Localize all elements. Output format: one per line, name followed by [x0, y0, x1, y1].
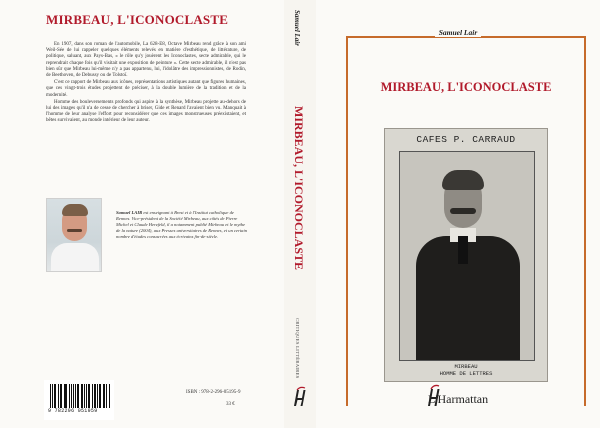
barcode-bar [66, 384, 67, 408]
portrait-coat [416, 236, 520, 361]
photo-caption-bottom-line: HOMME DE LETTRES [439, 370, 493, 377]
publisher-name: L'Harmattan [428, 392, 489, 406]
author-photo-shirt [51, 243, 99, 272]
portrait-tie [458, 236, 468, 264]
author-photo [46, 198, 102, 272]
front-title: MIRBEAU, L'ICONOCLASTE [380, 80, 552, 94]
photo-caption-bottom-line: MIRBEAU [454, 363, 478, 370]
barcode-bar [69, 384, 70, 408]
front-author-name: Samuel Lair [435, 28, 482, 37]
back-cover [0, 0, 284, 428]
blurb-paragraph: Homme des bouleversements profonds qui aspire à la synthèse, Mirbeau projette au-dehors de lui des images qu'il n'a de cesse de chercher à briser, Gide et Renard l'avaient bien vu. Manquait à l'homme de leur analyse l'effort pour reconsidérer que ces images monstrueuses préexistaient, et bêtes survivaient, au monde intérieur de leur auteur. [46, 99, 246, 124]
barcode-bar [78, 384, 79, 408]
back-cover-blurb [46, 42, 246, 126]
author-photo-moustache [67, 229, 82, 232]
barcode-bar [92, 384, 93, 408]
portrait-image [399, 151, 535, 361]
spine-author: Samuel Lair [293, 10, 301, 46]
back-cover-title: MIRBEAU, L'ICONOCLASTE [46, 12, 229, 27]
front-cover [316, 0, 600, 428]
barcode-digits: 9 782296 051959 [48, 408, 98, 414]
cover-photo [384, 128, 548, 382]
portrait-hair [442, 170, 484, 190]
author-bio [116, 210, 248, 240]
barcode-bar [88, 384, 89, 408]
barcode-bar [97, 384, 98, 408]
barcode [44, 380, 114, 420]
price: 33 € [226, 402, 235, 407]
photo-caption-bottom [385, 363, 547, 377]
isbn: ISBN : 978-2-296-05195-9 [186, 390, 241, 395]
barcode-bar [75, 384, 76, 408]
barcode-bar [52, 384, 53, 408]
author-photo-hair [62, 204, 88, 216]
harmattan-logo-icon [291, 386, 309, 408]
photo-caption-top: CAFES P. CARRAUD [416, 134, 516, 145]
barcode-bar [61, 384, 62, 408]
spine-series: CRITIQUES LITTÉRAIRES [295, 318, 300, 379]
barcode-bar [58, 384, 59, 408]
spine-title: MIRBEAU, L'ICONOCLASTE [292, 106, 306, 271]
portrait-moustache [450, 208, 476, 214]
author-bio-text: est enseignant à Brest et à l'Institut catholique de Rennes. Vice-président de la Société Mirbeau, aux côtés de Pierre Michel et Claude Herzfeld, il a notamment publié Mirbeau et le mythe de la nature (2004), aux Presses universitaires de Rennes, et un certain nombre d'études consacrées aux écrivains fin-de-siècle. [116, 210, 248, 239]
blurb-paragraph: En 1907, dans son roman de l'automobile, La 628-E8, Octave Mirbeau rend grâce à son ami Weil-Sée de lui rappeler quelques éléments relevés en matière d'esthétique, de littérature, de politique, saluant, aux Pays-Bas, « le rôle qu'y jouèrent les Iconoclastes, secte admirable, qui le reprendrait chaque fois qu'il visitait une exposition de peinture ». Cette secte admirable, il n'est pas bien sûr que Mirbeau lui-même n'y a pas appartenu, lui, l'idolâtre des impressionnistes, de Rodin, de Beethoven, de Debussy ou de Tolstoï. [46, 42, 246, 79]
blurb-paragraph: C'est ce rapport de Mirbeau aux icônes, représentations artistiques autant que figures humaines, que ces vingt-trois études projettent de préciser, à la double lumière de la tradition et de la modernité. [46, 80, 246, 98]
front-author [316, 28, 600, 37]
author-bio-name: Samuel LAIR [116, 210, 143, 215]
barcode-bar [104, 384, 105, 408]
barcode-icon [50, 382, 110, 408]
barcode-bar [103, 384, 104, 408]
barcode-bar [84, 384, 85, 408]
spine [284, 0, 316, 428]
